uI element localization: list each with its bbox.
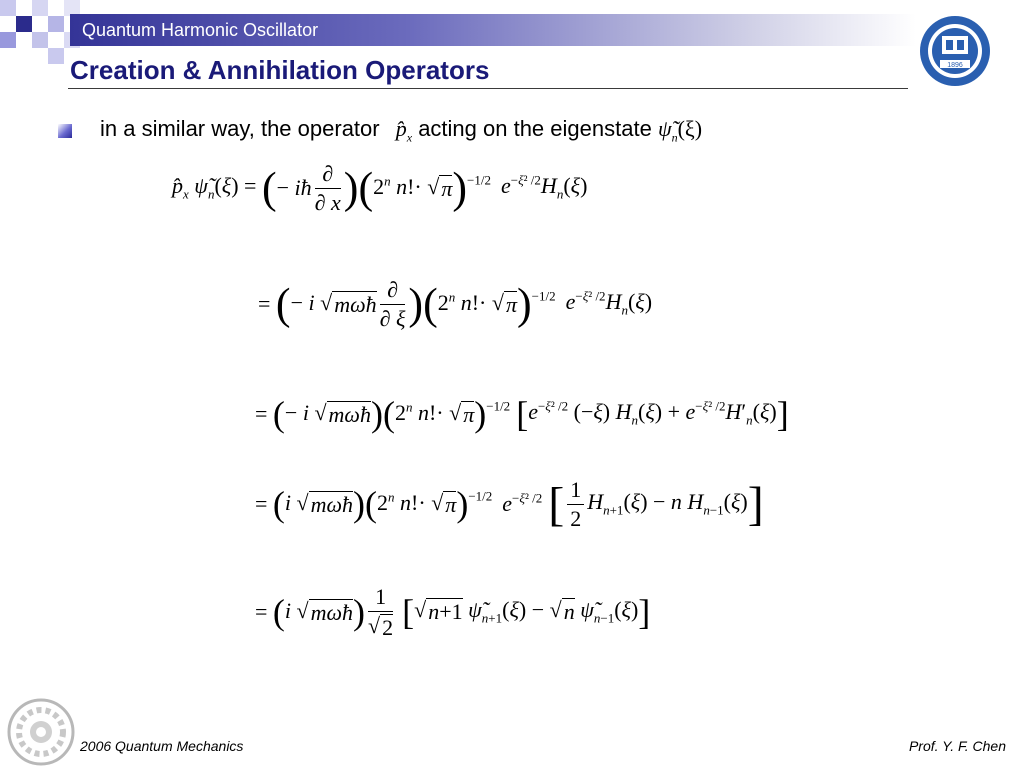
square-bullet-icon — [58, 124, 72, 138]
bullet-text-before: in a similar way, the operator — [100, 116, 380, 141]
svg-text:1896: 1896 — [947, 62, 963, 69]
footer-course: 2006 Quantum Mechanics — [80, 738, 244, 754]
equation-5: = (i √mωħ) $\frac{1}{√2}$ [√n+1 $\psĩ_{n+1}(\xi) - √n$ $\psĩ_{n-1}(\xi)$] — [255, 584, 651, 640]
equation-3: = (− i √mωħ)(2$^n$ n!· √π)$^{-1/2}$ [$e^{-\xi^2 /2}$ (−ξ) $H_n(\xi) + e^{-\xi^2 /2}H'_n(\xi)$] — [255, 394, 789, 434]
footer-author: Prof. Y. F. Chen — [908, 738, 1006, 754]
university-seal-logo — [918, 14, 992, 88]
slide-title: Creation & Annihilation Operators — [70, 55, 490, 85]
bullet-text-after: acting on the eigenstate — [418, 116, 652, 141]
equation-2: = (− i √mωħ $\frac{\partial}{\partial \xi}$ )(2$^n$ n!· √π)$^{-1/2}$ $e^{-\xi^2 /2}H_n(\xi)$ — [258, 277, 653, 331]
gear-seal-logo — [6, 697, 76, 767]
eigenstate-symbol: $\psĩ_n(\xi)$ — [657, 116, 703, 145]
equation-1: $p̂_x$ $\psĩ_n(\xi)$ = (− iħ $\frac{\partial}{\partial x}$ )(2$^n$ n!· √π)$^{-1/2}$ $e^{-\xi^2 /2}H_n(\xi)$ — [172, 161, 588, 215]
operator-symbol: $p̂_x$ — [395, 116, 413, 145]
bullet-text — [100, 116, 702, 145]
equation-4: = (i √mωħ)(2$^n$ n!· √π)$^{-1/2}$ $e^{-\xi^2 /2}$ [ $\frac{1}{2}$ $H_{n+1}(\xi) - n$ $H_{n-1}(\xi)$] — [255, 477, 764, 531]
title-underline — [68, 88, 908, 89]
section-title: Quantum Harmonic Oscillator — [82, 20, 319, 40]
